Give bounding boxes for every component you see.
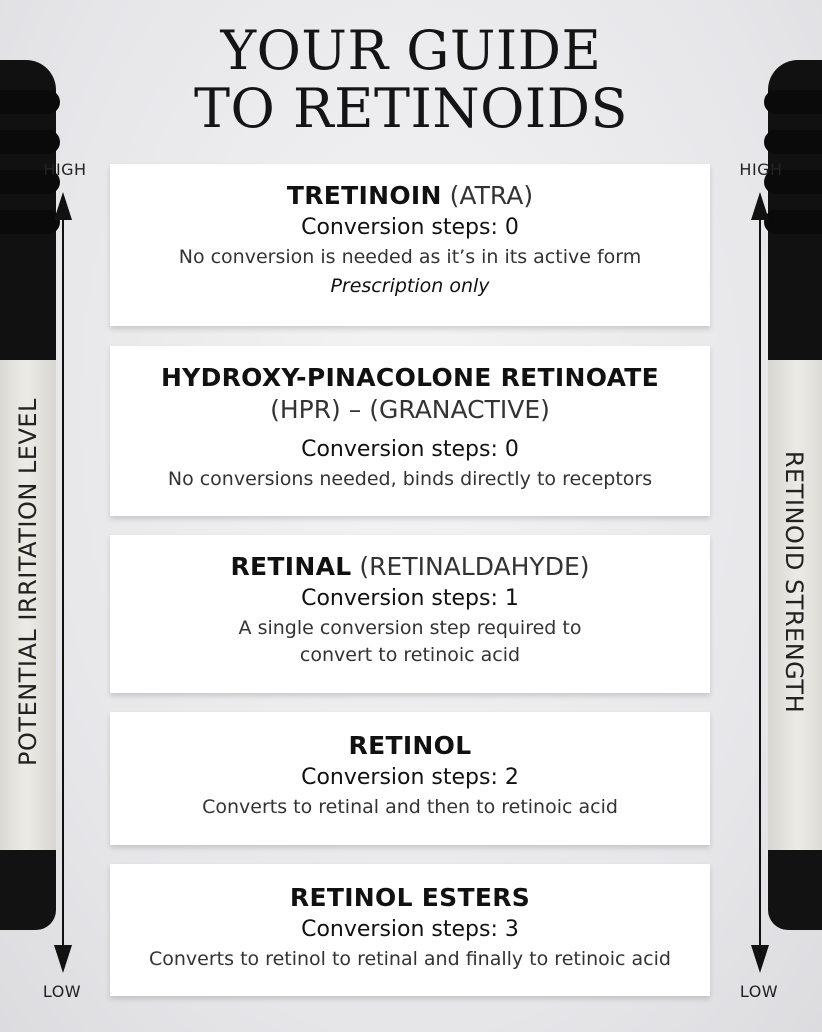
- retinoid-card-retinal: [110, 535, 710, 693]
- title-line-2: TO RETINOIDS: [193, 77, 629, 140]
- right-axis-high-label: HIGH: [739, 160, 783, 179]
- card-name: RETINOL: [348, 731, 472, 760]
- card-conversion-steps: Conversion steps: 1: [301, 586, 519, 611]
- left-axis-down-arrow-icon: [54, 945, 72, 973]
- card-note: Prescription only: [330, 275, 490, 297]
- card-name: RETINAL: [230, 552, 352, 581]
- card-name-line: [110, 180, 710, 212]
- card-name-line: [110, 362, 710, 394]
- retinoid-card-hpr: [110, 346, 710, 516]
- card-description: No conversions needed, binds directly to receptors: [167, 468, 653, 490]
- right-axis-title: RETINOID STRENGTH: [780, 450, 808, 714]
- card-subtitle: (HPR) – (GRANACTIVE): [270, 395, 550, 424]
- retinoid-card-retinol-esters: [110, 864, 710, 996]
- left-axis-high-label: HIGH: [43, 160, 87, 179]
- card-abbr: (ATRA): [441, 181, 534, 210]
- card-name: TRETINOIN: [286, 181, 442, 210]
- card-abbr: (RETINALDAHYDE): [351, 552, 590, 581]
- card-name: HYDROXY-PINACOLONE RETINOATE: [160, 363, 660, 392]
- retinoid-card-retinol: [110, 712, 710, 845]
- left-axis-line: [62, 215, 64, 960]
- card-description-line-2: convert to retinoic acid: [299, 644, 521, 666]
- left-axis-title: POTENTIAL IRRITATION LEVEL: [14, 398, 42, 766]
- right-axis-line: [759, 215, 761, 960]
- card-description: No conversion is needed as it’s in its active form: [178, 246, 642, 268]
- card-name-line: [110, 730, 710, 762]
- card-name: RETINOL ESTERS: [289, 883, 531, 912]
- card-name-line: [110, 551, 710, 583]
- card-description: Converts to retinol to retinal and finally to retinoic acid: [149, 948, 671, 970]
- card-conversion-steps: Conversion steps: 0: [301, 215, 519, 240]
- card-conversion-steps: Conversion steps: 0: [301, 437, 519, 462]
- right-axis-down-arrow-icon: [751, 945, 769, 973]
- retinoid-card-tretinoin: [110, 164, 710, 326]
- card-conversion-steps: Conversion steps: 2: [301, 765, 519, 790]
- card-description: Converts to retinal and then to retinoic acid: [202, 796, 618, 818]
- title-line-1: YOUR GUIDE: [220, 19, 602, 82]
- card-conversion-steps: Conversion steps: 3: [301, 917, 519, 942]
- card-description-line-1: A single conversion step required to: [238, 617, 582, 639]
- right-axis-low-label: LOW: [739, 982, 779, 1001]
- card-name-line: [110, 882, 710, 914]
- page-title: [0, 19, 822, 140]
- left-axis-low-label: LOW: [42, 982, 82, 1001]
